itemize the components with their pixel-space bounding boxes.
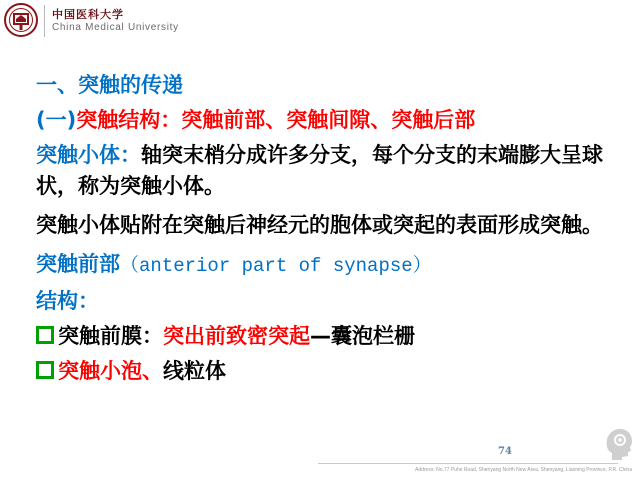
subheading-cn: 突触前部 [36,252,120,276]
bullet-2-text: 线粒体 [163,359,226,383]
bullet-1-tail: —囊泡栏栅 [310,324,415,348]
bullet-square-icon [36,326,54,344]
university-name-en: China Medical University [52,22,179,33]
structure-label: 结构： [36,289,99,313]
subheading-en: （anterior part of synapse） [120,255,432,277]
section-title: 突触结构：突触前部、突触间隙、突触后部 [76,108,476,132]
page-number: 74 [498,446,512,457]
bullet-1-highlight: 突出前致密突起 [163,324,310,348]
bullet-item-2 [36,356,616,387]
slide-content [36,70,616,387]
footer-divider [318,463,618,464]
bullet-2-highlight: 突触小泡、 [58,359,163,383]
footer-address: Address: No.77 Puhe Road, Shenyang North New Area, Shenyang, Liaoning Province, P.R. China [415,467,632,473]
head-gear-icon [604,428,634,462]
university-name-cn: 中国医科大学 [52,8,124,21]
bullet-square-icon [36,361,54,379]
university-seal-icon [4,3,38,37]
bullet-item-1 [36,321,616,352]
section-line [36,105,616,136]
section-prefix: (一) [36,108,77,132]
paragraph-2: 突触小体贴附在突触后神经元的胞体或突起的表面形成突触。 [36,213,603,237]
term-synaptic-knob: 突触小体： [36,143,141,167]
header-divider [44,5,45,37]
bullet-1-label: 突触前膜： [58,324,163,348]
paragraph-1-text: 轴突末梢分成许多分支，每个分支的末端膨大呈球状，称为突触小体。 [36,143,603,198]
paragraph-synaptic-knob [36,140,616,202]
subheading-presynaptic [36,249,616,282]
slide-heading: 一、突触的传递 [36,73,183,97]
